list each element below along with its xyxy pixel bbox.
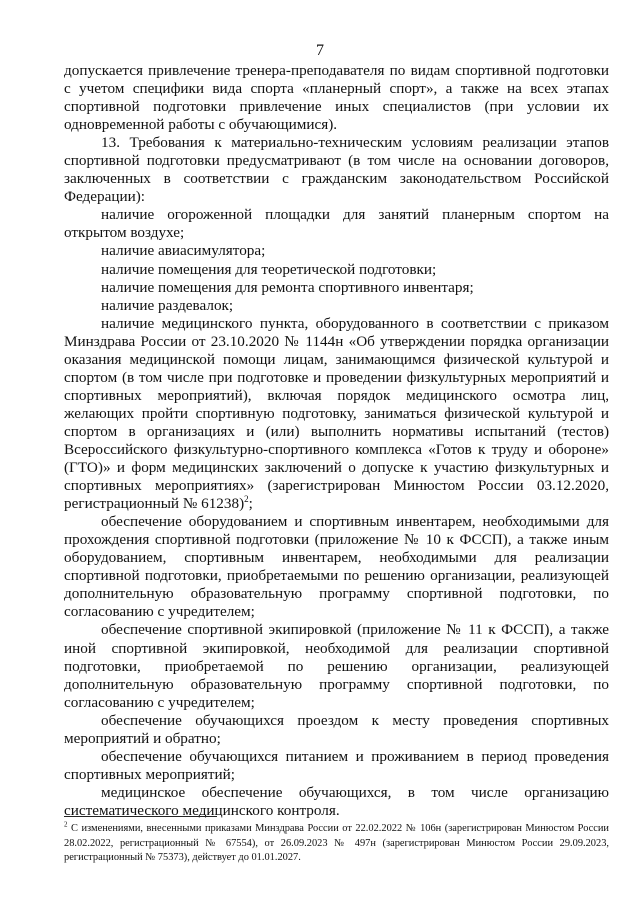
paragraph-sports-gear: обеспечение спортивной экипировкой (приложение № 11 к ФССП), а также иной спортивной экипировкой, необходимой для реализации спортивной подготовки, приобретаемой по решению организации, реализующей дополнительную образовательную программу спортивной подготовки, по согласованию с учредителем; xyxy=(64,621,609,711)
footnote-text: С изменениями, внесенными приказами Минздрава России от 22.02.2022 № 106н (зарегистрирован Минюстом России 28.02.2022, регистрационный № 67554), от 26.09.2023 № 497н (зарегистрирован Минюстом России 29.09.2023, регистрационный № 75373), действует до 01.01.2027. xyxy=(64,823,609,863)
paragraph-repair-room: наличие помещения для ремонта спортивного инвентаря; xyxy=(101,278,474,296)
paragraph-outdoor-area: наличие огороженной площадки для занятий планерным спортом на открытом воздухе; xyxy=(64,206,609,242)
medical-point-text: наличие медицинского пункта, оборудованного в соответствии с приказом Минздрава России от 23.10.2020 № 1144н «Об утверждении порядка организации оказания медицинской помощи лицам, занимающимся физической культурой и спортом (в том числе при подготовке и проведении физкультурных мероприятий и спортивных мероприятий), включая порядок медицинского осмотра лиц, желающих пройти спортивную подготовку, заниматься физической культурой и спортом в организациях и (или) выполнить нормативы испытаний (тестов) Всероссийского физкультурно-спортивного комплекса «Готов к труду и обороне» (ГТО)» и форм медицинских заключений о допуске к участию физкультурных и спортивных мероприятиях» (зарегистрирован Минюстом России 03.12.2020, регистрационный № 61238) xyxy=(64,314,609,513)
paragraph-theory-room: наличие помещения для теоретической подготовки; xyxy=(101,260,437,278)
paragraph-equipment: обеспечение оборудованием и спортивным инвентарем, необходимыми для прохождения спортивной подготовки (приложение № 10 к ФССП), а также иным оборудованием, спортивным инвентарем, необходимыми для реализации спортивной подготовки, приобретаемыми по решению организации, реализующей дополнительную образовательную программу спортивной подготовки, по согласованию с учредителем; xyxy=(64,513,609,621)
paragraph-flight-simulator: наличие авиасимулятора; xyxy=(101,242,266,260)
paragraph-medical-point xyxy=(64,315,609,514)
footnote-reference: 2 xyxy=(244,494,249,505)
footnote-marker: 2 xyxy=(64,820,68,829)
paragraph-medical-support: медицинское обеспечение обучающихся, в том числе организацию систематического медицинского контроля. xyxy=(64,783,609,819)
page-number: 7 xyxy=(316,42,324,59)
paragraph-locker-rooms: наличие раздевалок; xyxy=(101,296,234,314)
paragraph-travel: обеспечение обучающихся проездом к месту проведения спортивных мероприятий и обратно; xyxy=(64,711,609,747)
paragraph-meals-lodging: обеспечение обучающихся питанием и проживанием в период проведения спортивных мероприятий; xyxy=(64,747,609,783)
paragraph-item-13: 13. Требования к материально-техническим условиям реализации этапов спортивной подготовки предусматривают (в том числе на основании договоров, заключенных в соответствии с гражданским законодательством Российской Федерации): xyxy=(64,134,609,206)
footnote xyxy=(64,822,609,866)
footnote-divider xyxy=(64,816,217,817)
body-text xyxy=(64,62,609,820)
medical-point-end: ; xyxy=(248,495,253,513)
paragraph-continuation: допускается привлечение тренера-преподавателя по видам спортивной подготовки с учетом специфики вида спорта «планерный спорт», а также на всех этапах спортивной подготовки привлечение иных специалистов (при условии их одновременной работы с обучающимися). xyxy=(64,62,609,134)
